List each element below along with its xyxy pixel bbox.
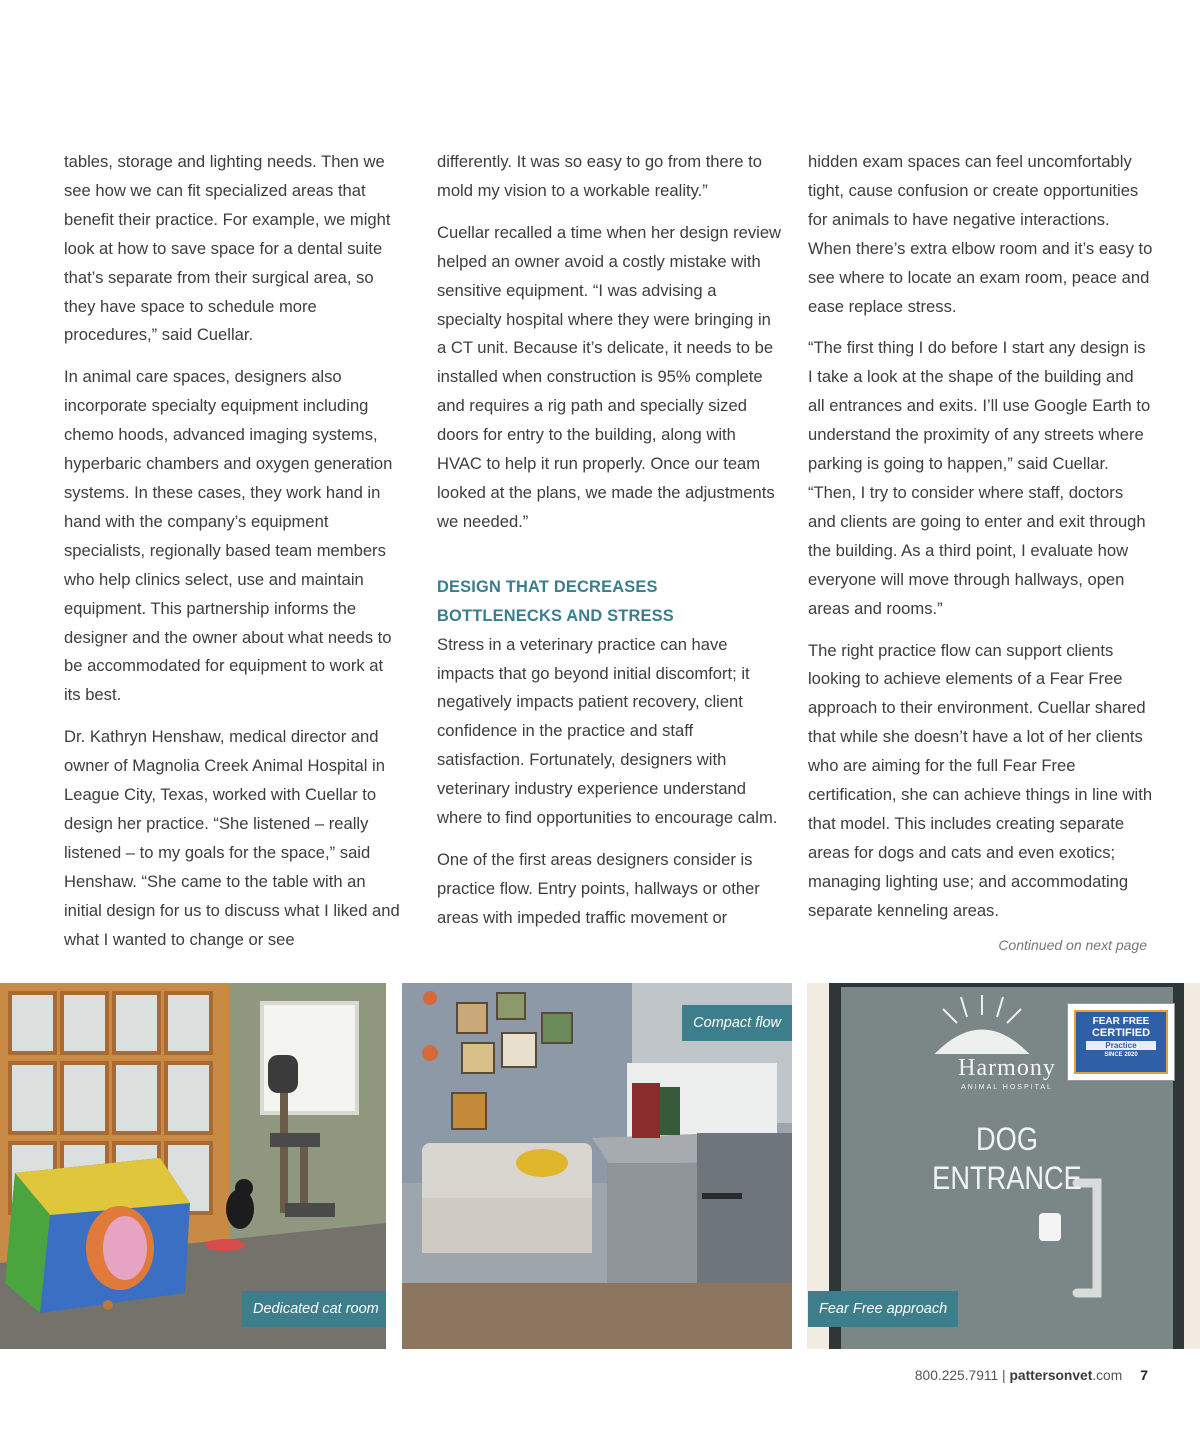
badge-line1: FEAR FREE <box>1092 1016 1150 1027</box>
footer-domain-tld[interactable]: .com <box>1092 1368 1123 1383</box>
photo-caption: Compact flow <box>682 1005 792 1041</box>
door-brand: Harmony <box>958 1055 1056 1081</box>
article-column-1 <box>64 148 404 967</box>
door-sign-line1: DOG <box>976 1121 1038 1157</box>
footer-separator: | <box>998 1368 1010 1383</box>
section-heading: DESIGN THAT DECREASES BOTTLENECKS AND STRESS <box>437 577 674 625</box>
photo-caption: Fear Free approach <box>808 1291 958 1327</box>
cat-room-photo <box>0 983 386 1349</box>
footer-domain[interactable]: pattersonvet <box>1009 1368 1093 1383</box>
footer-phone: 800.225.7911 <box>914 1368 999 1383</box>
paragraph: Cuellar recalled a time when her design review helped an owner avoid a costly mistake with sensitive equipment. “I was advising a specialty hospital where they were bringing in a CT unit. Because it’s delicate, it needs to be installed when construction is 95% complete and requires a rig path and specially sized doors for entry to the building, along with HVAC to help it run properly. Once our team looked at the plans, we made the adjustments we needed.” <box>437 222 782 531</box>
door-subtitle: ANIMAL HOSPITAL <box>961 1084 1053 1091</box>
paragraph: The right practice flow can support clients looking to achieve elements of a Fear Free approach to their environment. Cuellar shared that while she doesn’t have a lot of her clients who are aiming for the full Fear Free certification, she can achieve things in line with that model. This includes creating separate areas for dogs and cats and even exotics; managing lighting use; and accommodating separate kenneling areas. <box>808 640 1153 920</box>
paragraph: “The first thing I do before I start any design is I take a look at the shape of the building and all entrances and exits. I’ll use Google Earth to understand the proximity of any streets where parking is going to happen,” said Cuellar. “Then, I try to consider where staff, doctors and clients are going to enter and exit through the building. As a third point, I evaluate how everyone will move through hallways, open areas and rooms.” <box>808 338 1151 618</box>
page-number: 7 <box>1140 1367 1148 1383</box>
fear-free-photo <box>807 983 1200 1349</box>
continued-note: Continued on next page <box>998 937 1147 953</box>
fear-free-badge <box>1067 1003 1175 1081</box>
paragraph: tables, storage and lighting needs. Then we see how we can fit specialized areas that benefit their practice. For example, we might look at how to save space for a dental suite that’s separate from their surgical area, so they have space to schedule more procedures,” said Cuellar. <box>64 152 391 345</box>
paragraph: Stress in a veterinary practice can have impacts that go beyond initial discomfort; it negatively impacts patient recovery, client confidence in the practice and staff satisfaction. Fortunately, designers with veterinary industry experience understand where to find opportunities to encourage calm. <box>437 634 778 828</box>
article-column-2 <box>437 148 782 946</box>
badge-line3: Practice <box>1086 1041 1156 1050</box>
paragraph: hidden exam spaces can feel uncomfortably tight, cause confusion or create opportunities for animals to have negative interactions. When there’s extra elbow room and it’s easy to see where to locate an exam room, peace and ease replace stress. <box>808 152 1153 316</box>
badge-line2: CERTIFIED <box>1091 1027 1151 1039</box>
page-footer <box>915 1367 1148 1383</box>
paragraph: differently. It was so easy to go from there to mold my vision to a workable reality.” <box>437 152 762 200</box>
paragraph: In animal care spaces, designers also incorporate specialty equipment including chemo hoods, advanced imaging systems, hyperbaric chambers and oxygen generation systems. In these cases, they work hand in hand with the company’s equipment specialists, regionally based team members who help clinics select, use and maintain equipment. This partnership informs the designer and the owner about what needs to be accommodated for equipment to work at its best. <box>64 367 393 705</box>
article-column-3 <box>808 148 1153 939</box>
door-sign-line2: ENTRANCE <box>932 1160 1082 1196</box>
photo-caption: Dedicated cat room <box>242 1291 386 1327</box>
badge-line4: SINCE 2020 <box>1104 1052 1138 1058</box>
compact-flow-photo <box>402 983 792 1349</box>
paragraph: Dr. Kathryn Henshaw, medical director and owner of Magnolia Creek Animal Hospital in League City, Texas, worked with Cuellar to design her practice. “She listened – really listened – to my goals for the space,” said Henshaw. “She came to the table with an initial design for us to discuss what I liked and what I wanted to change or see <box>64 727 400 949</box>
paragraph: One of the first areas designers consider is practice flow. Entry points, hallways or other areas with impeded traffic movement or <box>437 849 760 927</box>
